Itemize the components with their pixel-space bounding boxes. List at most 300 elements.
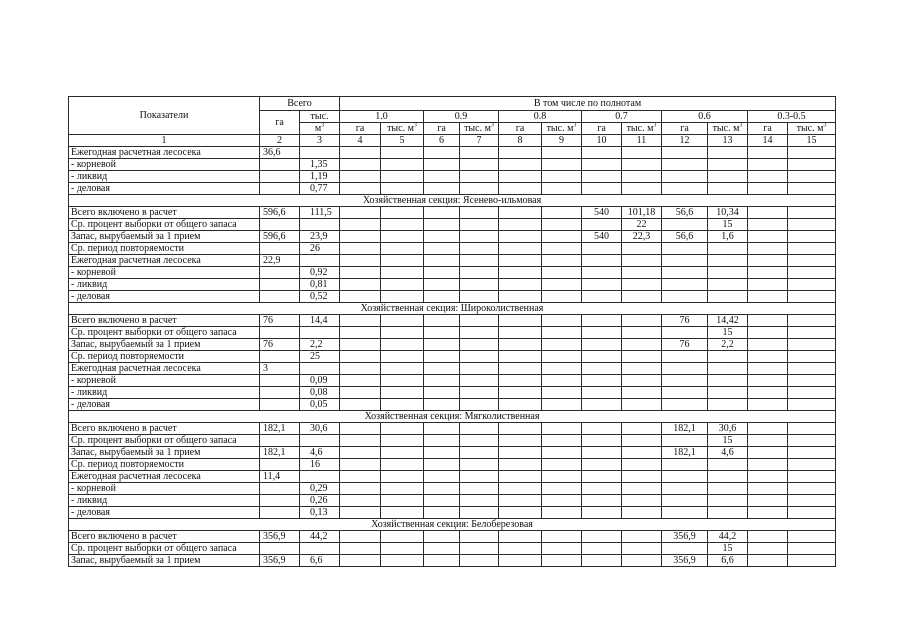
table-cell: [260, 375, 300, 387]
column-number: 9: [542, 135, 582, 147]
table-cell: [424, 219, 460, 231]
table-cell: 0,13: [300, 507, 340, 519]
table-cell: [340, 159, 381, 171]
table-cell: [748, 459, 788, 471]
table-cell: [662, 387, 708, 399]
table-cell: 14,4: [300, 315, 340, 327]
table-cell: [582, 495, 622, 507]
row-label: - ликвид: [69, 387, 260, 399]
table-cell: [381, 243, 424, 255]
table-cell: [381, 327, 424, 339]
table-cell: [662, 183, 708, 195]
table-cell: [542, 471, 582, 483]
table-cell: [788, 507, 836, 519]
table-cell: [582, 315, 622, 327]
table-cell: 4,6: [300, 447, 340, 459]
header-unit-ha: га: [748, 123, 788, 135]
table-cell: [622, 387, 662, 399]
table-cell: [381, 555, 424, 567]
table-cell: [542, 423, 582, 435]
row-label: Всего включено в расчет: [69, 531, 260, 543]
table-cell: [499, 171, 542, 183]
header-total-m3: $м^3$: [300, 123, 340, 135]
table-cell: 0,92: [300, 267, 340, 279]
table-cell: 23,9: [300, 231, 340, 243]
table-cell: [499, 471, 542, 483]
table-cell: 15: [708, 543, 748, 555]
table-cell: [340, 387, 381, 399]
table-cell: [340, 207, 381, 219]
table-cell: [542, 531, 582, 543]
table-cell: [622, 351, 662, 363]
row-label: Всего включено в расчет: [69, 423, 260, 435]
table-cell: [582, 435, 622, 447]
table-cell: 26: [300, 243, 340, 255]
table-cell: [582, 375, 622, 387]
table-cell: 2,2: [708, 339, 748, 351]
table-cell: 0,05: [300, 399, 340, 411]
row-label: Ежегодная расчетная лесосека: [69, 255, 260, 267]
table-cell: [424, 483, 460, 495]
table-cell: [460, 495, 499, 507]
table-cell: [340, 171, 381, 183]
table-cell: [622, 495, 662, 507]
table-cell: [582, 423, 622, 435]
table-cell: [582, 159, 622, 171]
table-cell: [424, 147, 460, 159]
table-cell: [708, 459, 748, 471]
row-label: Ср. процент выборки от общего запаса: [69, 219, 260, 231]
header-unit-ha: га: [662, 123, 708, 135]
table-cell: 76: [662, 339, 708, 351]
table-cell: [582, 483, 622, 495]
table-row: [69, 555, 836, 567]
table-cell: [542, 495, 582, 507]
table-cell: [381, 483, 424, 495]
table-row: [69, 159, 836, 171]
table-cell: [260, 483, 300, 495]
table-cell: [460, 483, 499, 495]
table-cell: [748, 483, 788, 495]
table-cell: 596,6: [260, 207, 300, 219]
table-cell: [460, 171, 499, 183]
table-row: [69, 399, 836, 411]
table-cell: [582, 531, 622, 543]
table-cell: [499, 507, 542, 519]
section-title: Хозяйственная секция: Белоберезовая: [69, 519, 836, 531]
table-cell: [788, 531, 836, 543]
table-cell: [260, 243, 300, 255]
table-cell: 182,1: [260, 447, 300, 459]
header-including: В том числе по полнотам: [340, 97, 836, 111]
table-cell: [622, 507, 662, 519]
row-label: - корневой: [69, 375, 260, 387]
table-cell: [748, 231, 788, 243]
row-label: - деловая: [69, 183, 260, 195]
table-cell: [622, 471, 662, 483]
row-label: Запас, вырубаемый за 1 прием: [69, 339, 260, 351]
table-cell: [499, 219, 542, 231]
column-number: 11: [622, 135, 662, 147]
table-cell: [542, 255, 582, 267]
table-cell: [542, 351, 582, 363]
header-unit-thous-m3: тыс. $м^3$: [381, 123, 424, 135]
table-cell: [662, 351, 708, 363]
table-cell: [662, 255, 708, 267]
row-label: - корневой: [69, 159, 260, 171]
row-label: Всего включено в расчет: [69, 315, 260, 327]
table-cell: [340, 243, 381, 255]
table-cell: [662, 327, 708, 339]
table-cell: [542, 207, 582, 219]
table-cell: [381, 315, 424, 327]
table-cell: [424, 339, 460, 351]
header-density: 0.6: [662, 111, 748, 123]
column-number: 8: [499, 135, 542, 147]
table-cell: [340, 531, 381, 543]
table-cell: [582, 543, 622, 555]
table-cell: [748, 495, 788, 507]
table-cell: [424, 543, 460, 555]
header-total-thous: тыс.: [300, 111, 340, 123]
table-row: [69, 255, 836, 267]
table-cell: [708, 159, 748, 171]
table-cell: [424, 243, 460, 255]
table-cell: [622, 279, 662, 291]
table-cell: [499, 267, 542, 279]
table-cell: [788, 339, 836, 351]
table-cell: [340, 183, 381, 195]
table-cell: [748, 507, 788, 519]
table-cell: 0,08: [300, 387, 340, 399]
row-label: Запас, вырубаемый за 1 прием: [69, 555, 260, 567]
table-cell: [340, 267, 381, 279]
table-cell: [788, 423, 836, 435]
table-cell: [788, 159, 836, 171]
table-cell: [542, 387, 582, 399]
table-cell: [662, 147, 708, 159]
table-cell: [788, 495, 836, 507]
table-cell: 540: [582, 207, 622, 219]
table-cell: [708, 243, 748, 255]
table-cell: [340, 423, 381, 435]
table-cell: [788, 279, 836, 291]
column-number: 14: [748, 135, 788, 147]
row-label: - деловая: [69, 291, 260, 303]
column-number: 12: [662, 135, 708, 147]
table-cell: [748, 255, 788, 267]
table-cell: [499, 207, 542, 219]
table-cell: [748, 447, 788, 459]
table-cell: [662, 363, 708, 375]
header-indicators: Показатели: [69, 97, 260, 135]
table-cell: [260, 543, 300, 555]
table-cell: [381, 507, 424, 519]
table-cell: [381, 171, 424, 183]
row-label: - деловая: [69, 507, 260, 519]
header-density: 0.9: [424, 111, 499, 123]
column-number-row: [69, 135, 836, 147]
table-cell: [708, 507, 748, 519]
table-row: [69, 447, 836, 459]
table-cell: [748, 423, 788, 435]
table-cell: [381, 339, 424, 351]
table-cell: [622, 423, 662, 435]
table-cell: [582, 447, 622, 459]
row-label: Ежегодная расчетная лесосека: [69, 147, 260, 159]
table-cell: [300, 435, 340, 447]
table-cell: [622, 447, 662, 459]
row-label: Ежегодная расчетная лесосека: [69, 363, 260, 375]
table-cell: [381, 183, 424, 195]
table-cell: [340, 399, 381, 411]
table-cell: 0,09: [300, 375, 340, 387]
header-unit-thous-m3: тыс. $м^3$: [622, 123, 662, 135]
table-cell: [340, 315, 381, 327]
table-cell: [340, 555, 381, 567]
section-title-row: [69, 303, 836, 315]
table-cell: [662, 291, 708, 303]
table-cell: [582, 507, 622, 519]
table-row: [69, 435, 836, 447]
table-cell: [582, 351, 622, 363]
table-cell: 0,26: [300, 495, 340, 507]
table-cell: 2,2: [300, 339, 340, 351]
table-cell: [662, 543, 708, 555]
row-label: - ликвид: [69, 495, 260, 507]
table-cell: [340, 147, 381, 159]
table-cell: [662, 399, 708, 411]
header-total-ha: га: [260, 111, 300, 135]
section-title: Хозяйственная секция: Ясенево-ильмовая: [69, 195, 836, 207]
table-cell: [260, 159, 300, 171]
table-cell: [748, 531, 788, 543]
table-cell: [460, 231, 499, 243]
table-row: [69, 339, 836, 351]
table-cell: 0,52: [300, 291, 340, 303]
table-row: [69, 231, 836, 243]
column-number: 4: [340, 135, 381, 147]
table-cell: [381, 363, 424, 375]
table-cell: [381, 147, 424, 159]
table-cell: [499, 363, 542, 375]
table-cell: [542, 543, 582, 555]
table-cell: [381, 423, 424, 435]
table-cell: [381, 207, 424, 219]
table-cell: 44,2: [300, 531, 340, 543]
table-cell: [340, 219, 381, 231]
table-cell: [748, 375, 788, 387]
table-cell: [582, 459, 622, 471]
table-cell: [788, 351, 836, 363]
table-cell: [708, 291, 748, 303]
table-cell: [424, 399, 460, 411]
table-cell: [622, 399, 662, 411]
table-cell: [662, 171, 708, 183]
table-cell: [424, 555, 460, 567]
table-cell: [582, 147, 622, 159]
section-title-row: [69, 411, 836, 423]
table-cell: [499, 459, 542, 471]
table-row: [69, 171, 836, 183]
header-unit-thous-m3: тыс. $м^3$: [460, 123, 499, 135]
table-cell: [542, 183, 582, 195]
table-row: [69, 375, 836, 387]
table-cell: [340, 495, 381, 507]
table-row: [69, 183, 836, 195]
table-cell: [662, 471, 708, 483]
row-label: Всего включено в расчет: [69, 207, 260, 219]
table-cell: [381, 279, 424, 291]
table-cell: [622, 543, 662, 555]
table-cell: [662, 495, 708, 507]
table-cell: [499, 231, 542, 243]
table-cell: [300, 327, 340, 339]
header-density: 0.8: [499, 111, 582, 123]
table-cell: [381, 435, 424, 447]
table-cell: [542, 231, 582, 243]
table-cell: [460, 531, 499, 543]
table-cell: [748, 315, 788, 327]
table-cell: [622, 327, 662, 339]
table-cell: [424, 267, 460, 279]
table-cell: [424, 327, 460, 339]
table-cell: [460, 339, 499, 351]
table-row: [69, 495, 836, 507]
table-cell: [788, 315, 836, 327]
table-cell: [748, 555, 788, 567]
table-cell: [788, 183, 836, 195]
table-cell: 101,18: [622, 207, 662, 219]
table-cell: 0,81: [300, 279, 340, 291]
table-cell: [542, 159, 582, 171]
table-row: [69, 351, 836, 363]
table-cell: [622, 291, 662, 303]
table-cell: [381, 255, 424, 267]
table-cell: [460, 255, 499, 267]
table-cell: [708, 363, 748, 375]
table-cell: [260, 459, 300, 471]
table-cell: [788, 387, 836, 399]
table-cell: 182,1: [260, 423, 300, 435]
table-cell: [499, 243, 542, 255]
header-unit-ha: га: [582, 123, 622, 135]
table-cell: [748, 171, 788, 183]
table-cell: [582, 387, 622, 399]
table-cell: [260, 219, 300, 231]
table-cell: [381, 375, 424, 387]
cutting-area-table: [68, 96, 836, 567]
table-row: [69, 327, 836, 339]
table-cell: [340, 231, 381, 243]
table-cell: [542, 375, 582, 387]
table-cell: [381, 447, 424, 459]
table-cell: [499, 399, 542, 411]
table-cell: [460, 243, 499, 255]
table-cell: [748, 243, 788, 255]
table-cell: [748, 471, 788, 483]
table-cell: [582, 243, 622, 255]
row-label: Ср. процент выборки от общего запаса: [69, 327, 260, 339]
table-cell: [542, 555, 582, 567]
table-cell: [499, 531, 542, 543]
column-number: 5: [381, 135, 424, 147]
table-cell: 1,6: [708, 231, 748, 243]
table-cell: 15: [708, 435, 748, 447]
table-cell: 44,2: [708, 531, 748, 543]
table-cell: [622, 459, 662, 471]
table-cell: [662, 243, 708, 255]
table-cell: [424, 423, 460, 435]
table-cell: [381, 219, 424, 231]
table-cell: [622, 483, 662, 495]
table-cell: [424, 447, 460, 459]
table-cell: [542, 483, 582, 495]
table-cell: [662, 219, 708, 231]
table-cell: [499, 435, 542, 447]
table-cell: [340, 351, 381, 363]
table-cell: [622, 375, 662, 387]
table-cell: [582, 171, 622, 183]
row-label: Ср. период повторяемости: [69, 459, 260, 471]
row-label: - ликвид: [69, 171, 260, 183]
table-cell: [499, 495, 542, 507]
table-cell: 30,6: [708, 423, 748, 435]
table-cell: [622, 339, 662, 351]
table-cell: [381, 231, 424, 243]
table-cell: [542, 171, 582, 183]
table-cell: [748, 399, 788, 411]
row-label: Ср. период повторяемости: [69, 351, 260, 363]
table-cell: [260, 183, 300, 195]
table-cell: [460, 399, 499, 411]
table-cell: [582, 279, 622, 291]
table-cell: [622, 255, 662, 267]
table-cell: [424, 207, 460, 219]
table-cell: [788, 399, 836, 411]
header-unit-ha: га: [340, 123, 381, 135]
table-cell: [340, 435, 381, 447]
column-number: 10: [582, 135, 622, 147]
table-cell: [260, 267, 300, 279]
table-cell: [582, 471, 622, 483]
table-row: [69, 543, 836, 555]
table-cell: [460, 219, 499, 231]
table-cell: [499, 339, 542, 351]
table-cell: [499, 351, 542, 363]
row-label: Ср. процент выборки от общего запаса: [69, 435, 260, 447]
table-cell: [622, 363, 662, 375]
table-cell: [381, 543, 424, 555]
table-cell: [542, 327, 582, 339]
table-cell: [499, 279, 542, 291]
table-cell: 111,5: [300, 207, 340, 219]
row-label: Ср. период повторяемости: [69, 243, 260, 255]
table-cell: [381, 291, 424, 303]
table-cell: [708, 483, 748, 495]
table-cell: 0,77: [300, 183, 340, 195]
table-cell: [499, 447, 542, 459]
table-cell: 182,1: [662, 447, 708, 459]
table-cell: [748, 219, 788, 231]
table-cell: [460, 555, 499, 567]
table-cell: [460, 147, 499, 159]
table-cell: [708, 471, 748, 483]
table-cell: [499, 387, 542, 399]
table-row: [69, 315, 836, 327]
table-cell: [542, 459, 582, 471]
table-cell: [424, 507, 460, 519]
